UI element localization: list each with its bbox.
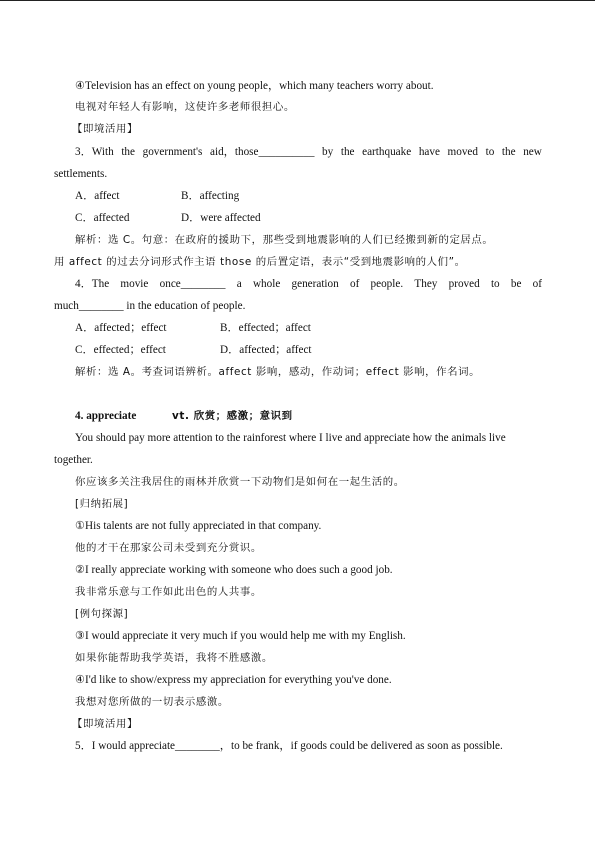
q3-option-a: A．affect	[75, 190, 120, 202]
word: government's	[142, 146, 203, 158]
word: of	[349, 278, 360, 290]
vocab-heading-definition: vt. 欣赏；感激；意识到	[172, 410, 293, 422]
page-top-rule	[0, 0, 595, 1]
vocab-example-line-1: You should pay more attention to the rainforest where I live and appreciate how the animals live	[75, 432, 506, 444]
word: movie	[120, 278, 149, 290]
section-heading-examples: [例句探源]	[75, 608, 129, 620]
example-sentence-3: ③I would appreciate it very much if you would help me with my English.	[75, 630, 406, 642]
word: be	[510, 278, 522, 290]
question-4-line-2: much________ in the education of people.	[54, 300, 246, 312]
example-sentence-4: ④Television has an effect on young people，which many teachers worry about.	[75, 80, 434, 92]
word: people.	[370, 278, 404, 290]
word: moved	[447, 146, 478, 158]
word: generation	[291, 278, 339, 290]
word: new	[523, 146, 542, 158]
word: 3．With	[75, 146, 114, 158]
q4-option-a: A．affected；effect	[75, 322, 167, 334]
word: the	[340, 146, 355, 158]
word: proved	[448, 278, 480, 290]
question-5: 5．I would appreciate________，to be frank，if goods could be delivered as soon as possible.	[75, 740, 503, 752]
q4-option-c: C．effected；effect	[75, 344, 166, 356]
word: earthquake	[362, 146, 412, 158]
vocab-heading-word: 4. appreciate	[75, 410, 137, 422]
vocab-example-translation: 你应该多关注我居住的雨林并欣赏一下动物们是如何在一起生活的。	[75, 476, 405, 488]
word: a	[236, 278, 242, 290]
q4-explanation: 解析：选 A。考查词语辨析。affect 影响，感动，作动词；effect 影响，作名词。	[75, 366, 481, 378]
word: once________	[159, 278, 226, 290]
example-sentence-4b: ④I'd like to show/express my appreciation for everything you've done.	[75, 674, 392, 686]
word: the	[121, 146, 135, 158]
example-translation-4: 电视对年轻人有影响，这使许多老师很担心。	[75, 101, 295, 113]
q3-explanation-line-1: 解析：选 C。句意：在政府的援助下，那些受到地震影响的人们已经搬到新的定居点。	[75, 234, 494, 246]
word: to	[485, 146, 495, 158]
q4-option-d: D．affected；affect	[220, 344, 312, 356]
section-heading-practice-2: 【即境活用】	[72, 718, 138, 730]
example-translation-2: 我非常乐意与工作如此出色的人共事。	[75, 586, 262, 598]
word: 4．The	[75, 278, 110, 290]
word: have	[418, 146, 440, 158]
q3-option-b: B．affecting	[181, 190, 240, 202]
vocab-example-line-2: together.	[54, 454, 93, 466]
question-3-line-2: settlements.	[54, 168, 108, 180]
example-sentence-1: ①His talents are not fully appreciated in that company.	[75, 520, 322, 532]
word: of	[532, 278, 542, 290]
word: by	[322, 146, 334, 158]
question-4-line-1	[75, 276, 542, 292]
q4-option-b: B．effected；affect	[220, 322, 311, 334]
word: the	[501, 146, 516, 158]
word: to	[490, 278, 500, 290]
section-heading-practice: 【即境活用】	[72, 123, 138, 135]
question-3-line-1	[75, 144, 542, 160]
word: whole	[252, 278, 281, 290]
example-translation-4b: 我想对您所做的一切表示感激。	[75, 696, 229, 708]
word: aid，those__________	[210, 146, 315, 158]
example-translation-3: 如果你能帮助我学英语，我将不胜感激。	[75, 652, 273, 664]
q3-explanation-line-2: 用 affect 的过去分词形式作主语 those 的后置定语，表示“受到地震影响的人们”。	[54, 256, 466, 268]
q3-option-c: C．affected	[75, 212, 130, 224]
word: They	[414, 278, 438, 290]
example-translation-1: 他的才干在那家公司未受到充分赏识。	[75, 542, 262, 554]
section-heading-expansion: [归纳拓展]	[75, 498, 129, 510]
example-sentence-2: ②I really appreciate working with someone who does such a good job.	[75, 564, 393, 576]
q3-option-d: D．were affected	[181, 212, 261, 224]
